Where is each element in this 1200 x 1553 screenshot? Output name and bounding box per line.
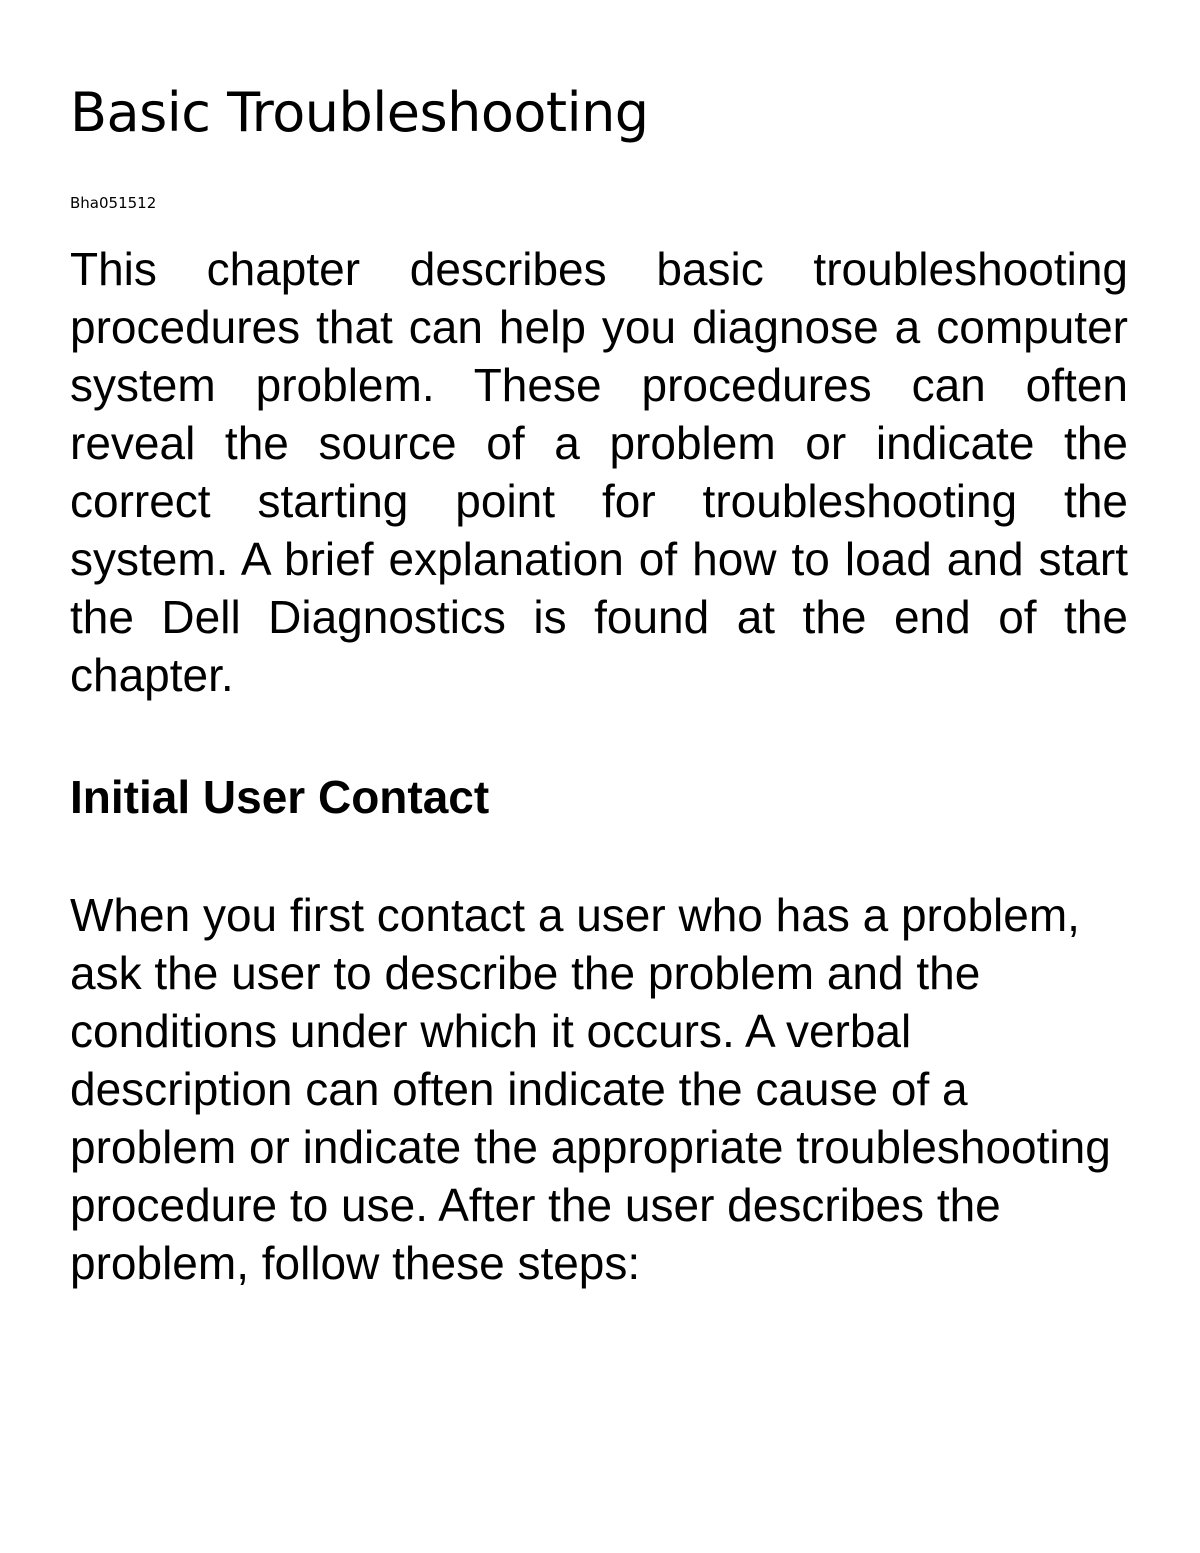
- document-id: Bha051512: [70, 194, 157, 212]
- page-title: Basic Troubleshooting: [70, 81, 649, 144]
- intro-paragraph: This chapter describes basic troubleshooting procedures that can help you diagnose a computer system problem. These procedures can often reveal the source of a problem or indicate the correct starting point for troubleshooting the system. A brief explanation of how to load and start the Dell Diagnostics is found at the end of the chapter.: [70, 243, 1128, 701]
- section-heading: Initial User Contact: [70, 771, 490, 823]
- section-paragraph: When you first contact a user who has a problem, ask the user to describe the problem and the conditions under which it occurs. A verbal description can often indicate the cause of a problem or indicate the appropriate troubleshooting procedure to use. After the user describes the problem, follow these steps:: [70, 889, 1111, 1289]
